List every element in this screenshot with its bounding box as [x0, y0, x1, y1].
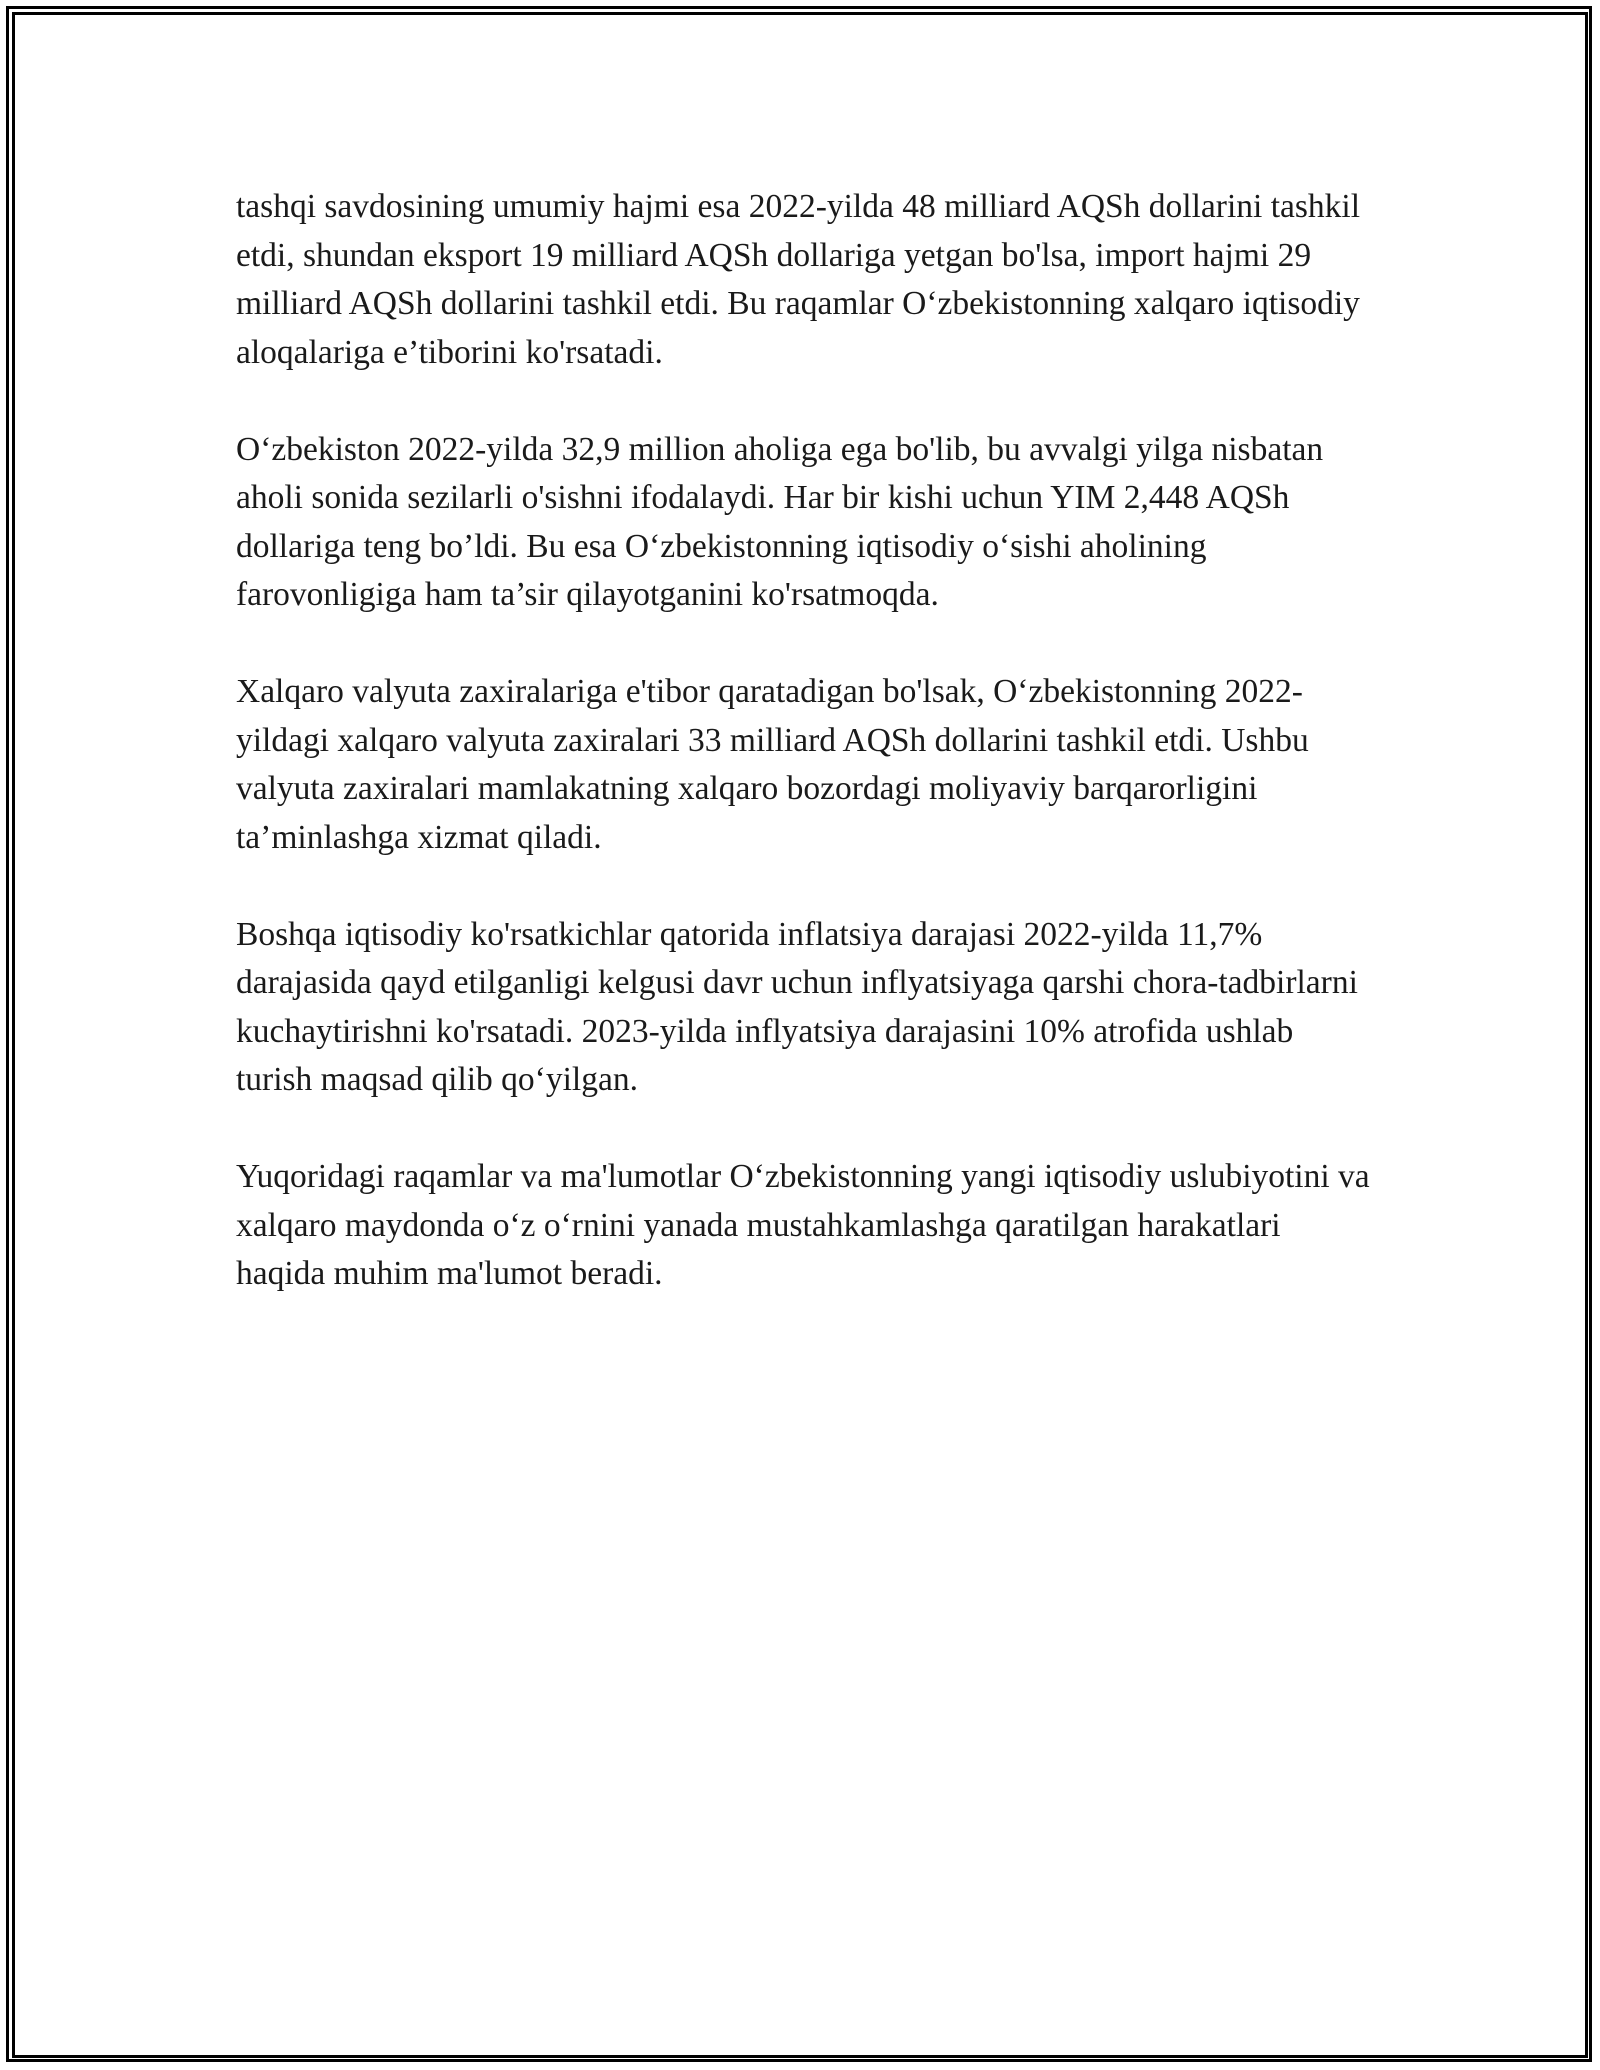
paragraph-conclusion: Yuqoridagi raqamlar va ma'lumotlar O‘zbekistonning yangi iqtisodiy uslubiyotini va xalqaro maydonda o‘z o‘rnini yanada mustahkamlashga qaratilgan harakatlari haqida muhim ma'lumot beradi.: [236, 1158, 1370, 1292]
document-body: [236, 183, 1376, 1347]
paragraph-foreign-trade: tashqi savdosining umumiy hajmi esa 2022-yilda 48 milliard AQSh dollarini tashkil etdi, shundan eksport 19 milliard AQSh dollariga yetgan bo'lsa, import hajmi 29 milliard AQSh dollarini tashkil etdi. Bu raqamlar O‘zbekistonning xalqaro iqtisodiy aloqalariga e’tiborini ko'rsatadi.: [236, 188, 1361, 371]
paragraph-population: O‘zbekiston 2022-yilda 32,9 million aholiga ega bo'lib, bu avvalgi yilga nisbatan aholi sonida sezilarli o'sishni ifodalaydi. Har bir kishi uchun YIM 2,448 AQSh dollariga teng bo’ldi. Bu esa O‘zbekistonning iqtisodiy o‘sishi aholining farovonligiga ham ta’sir qilayotganini ko'rsatmoqda.: [236, 430, 1324, 613]
paragraph-inflation: Boshqa iqtisodiy ko'rsatkichlar qatorida inflatsiya darajasi 2022-yilda 11,7% darajasida qayd etilganligi kelgusi davr uchun inflyatsiyaga qarshi chora-tadbirlarni kuchaytirishni ko'rsatadi. 2023-yilda inflyatsiya darajasini 10% atrofida ushlab turish maqsad qilib qo‘yilgan.: [236, 915, 1358, 1098]
paragraph-currency-reserves: Xalqaro valyuta zaxiralariga e'tibor qaratadigan bo'lsak, O‘zbekistonning 2022-yildagi xalqaro valyuta zaxiralari 33 milliard AQSh dollarini tashkil etdi. Ushbu valyuta zaxiralari mamlakatning xalqaro bozordagi moliyaviy barqarorligini ta’minlashga xizmat qiladi.: [236, 673, 1309, 856]
